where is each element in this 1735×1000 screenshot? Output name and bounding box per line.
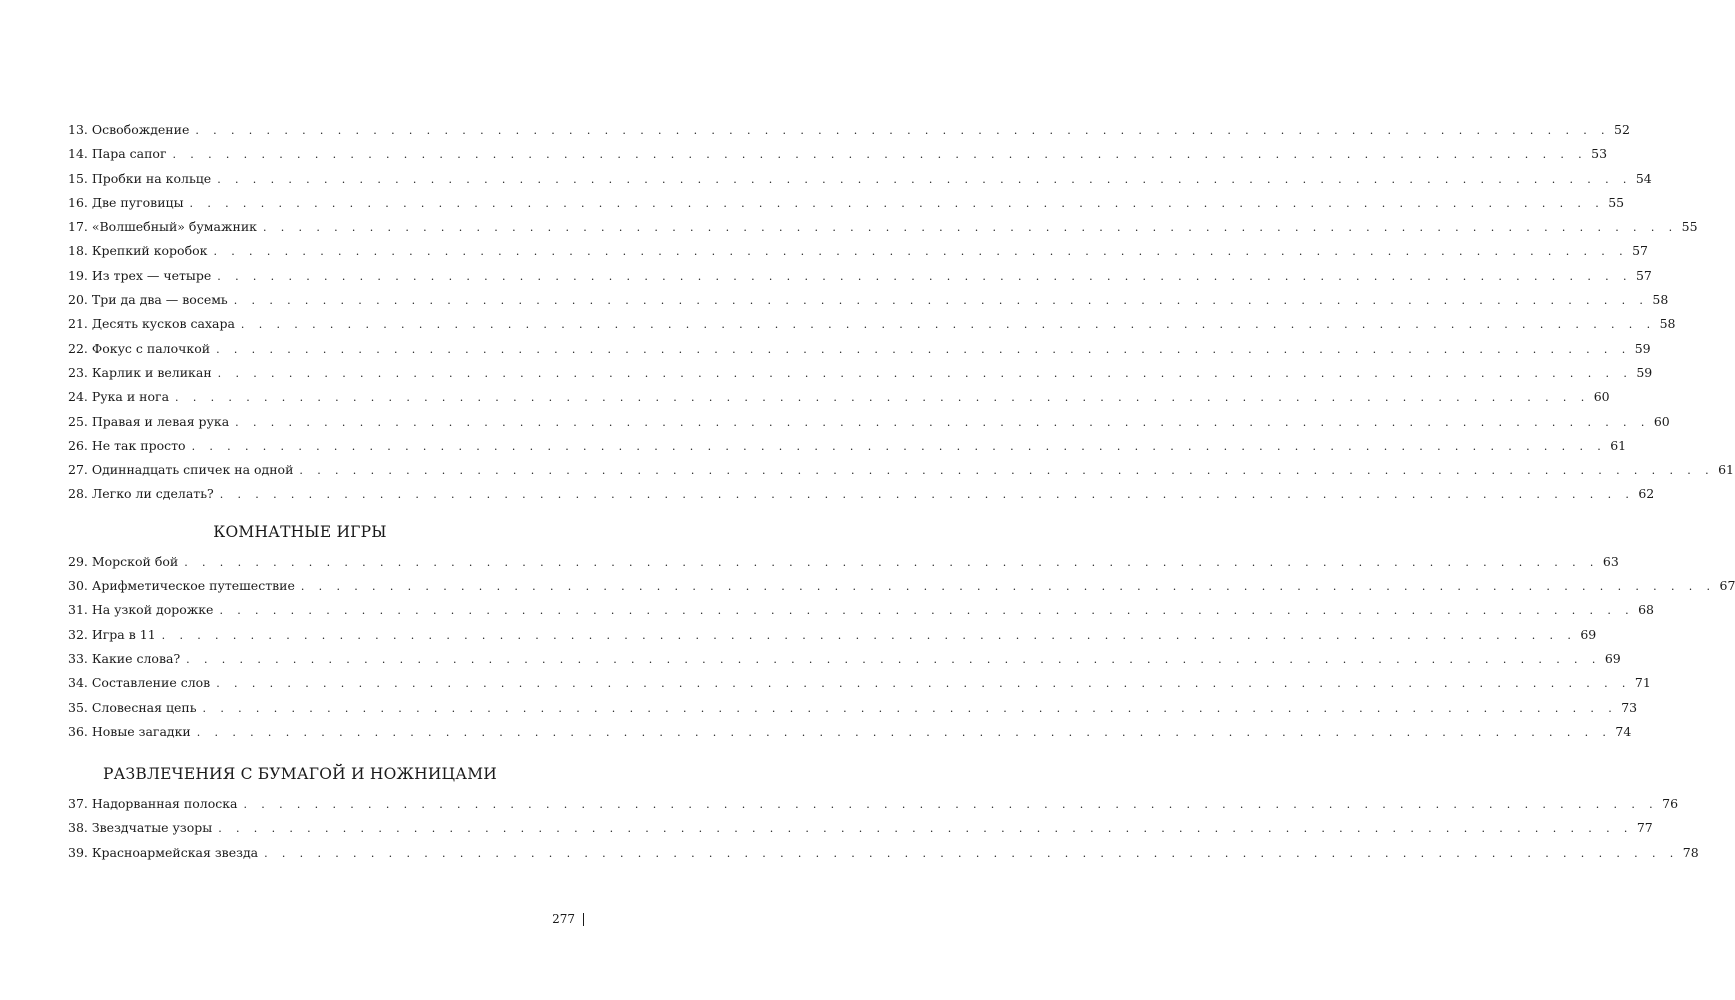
toc-entry-title: 24. Рука и нога xyxy=(68,389,170,405)
toc-entry-title: 20. Три да два — восемь xyxy=(68,292,228,308)
dot-leader: . . . . . . . . . . . . . . . . . . . . . . . . . . . . . . . . . . . . . . . . . . . . . . . . . . . . . . . . . . . . . . . . . . . . . . . . . . . . . . . . xyxy=(161,628,1577,642)
toc-entry xyxy=(68,458,1734,482)
toc-group-3 xyxy=(68,792,1699,865)
toc-entry-title: 32. Игра в 11 xyxy=(68,626,156,642)
toc-entry xyxy=(68,337,1651,361)
toc-entry xyxy=(68,841,1699,865)
toc-entry-page: 61 xyxy=(1718,462,1734,478)
dot-leader: . . . . . . . . . . . . . . . . . . . . . . . . . . . . . . . . . . . . . . . . . . . . . . . . . . . . . . . . . . . . . . . . . . . . . . . . . . . . . . . . xyxy=(191,439,1607,453)
toc-entry-title: 39. Красноармейская звезда xyxy=(68,844,259,860)
dot-leader: . . . . . . . . . . . . . . . . . . . . . . . . . . . . . . . . . . . . . . . . . . . . . . . . . . . . . . . . . . . . . . . . . . . . . . . . . . . . . . . . xyxy=(217,172,1632,186)
toc-entry-title: 13. Освобождение xyxy=(68,122,190,137)
toc-entry-title: 25. Правая и левая рука xyxy=(68,413,230,429)
dot-leader: . . . . . . . . . . . . . . . . . . . . . . . . . . . . . . . . . . . . . . . . . . . . . . . . . . . . . . . . . . . . . . . . . . . . . . . . . . . . . . . . xyxy=(216,342,1631,356)
toc-entry-page: 60 xyxy=(1653,413,1670,429)
toc-entry xyxy=(68,720,1632,744)
toc-entry-page: 58 xyxy=(1659,316,1676,332)
toc-entry xyxy=(68,191,1625,215)
footer-separator xyxy=(583,913,584,926)
toc-entry-page: 77 xyxy=(1636,820,1653,836)
toc-entry-page: 57 xyxy=(1635,267,1652,283)
dot-leader: . . . . . . . . . . . . . . . . . . . . . . . . . . . . . . . . . . . . . . . . . . . . . . . . . . . . . . . . . . . . . . . . . . . . . . . . . . . . . . . . xyxy=(202,701,1618,715)
dot-leader: . . . . . . . . . . . . . . . . . . . . . . . . . . . . . . . . . . . . . . . . . . . . . . . . . . . . . . . . . . . . . . . . . . . . . . . . . . . . . . . . xyxy=(262,221,1678,235)
toc-entry-title: 27. Одиннадцать спичек на одной xyxy=(68,462,294,478)
toc-entry xyxy=(68,239,1648,263)
toc-entry-title: 18. Крепкий коробок xyxy=(68,243,208,259)
toc-entry xyxy=(68,434,1627,458)
toc-entry-page: 69 xyxy=(1580,626,1597,642)
toc-entry xyxy=(68,696,1638,720)
toc-entry-page: 73 xyxy=(1621,699,1638,715)
toc-entry-page: 55 xyxy=(1608,194,1625,210)
dot-leader: . . . . . . . . . . . . . . . . . . . . . . . . . . . . . . . . . . . . . . . . . . . . . . . . . . . . . . . . . . . . . . . . . . . . . . . . . . . . . . . . xyxy=(299,464,1714,478)
page-footer xyxy=(552,912,584,926)
toc-entry-page: 62 xyxy=(1638,486,1655,502)
toc-entry xyxy=(68,671,1651,695)
toc-entry-page: 71 xyxy=(1634,675,1651,691)
dot-leader: . . . . . . . . . . . . . . . . . . . . . . . . . . . . . . . . . . . . . . . . . . . . . . . . . . . . . . . . . . . . . . . . . . . . . . . . . . . . . . . . xyxy=(217,269,1632,283)
toc-entry-page: 54 xyxy=(1635,170,1652,186)
dot-leader: . . . . . . . . . . . . . . . . . . . . . . . . . . . . . . . . . . . . . . . . . . . . . . . . . . . . . . . . . . . . . . . . . . . . . . . . . . . . . . . . xyxy=(216,677,1631,691)
toc-entry xyxy=(68,264,1652,288)
toc-entry xyxy=(68,118,1630,142)
toc-entry-page: 59 xyxy=(1636,364,1653,380)
dot-leader: . . . . . . . . . . . . . . . . . . . . . . . . . . . . . . . . . . . . . . . . . . . . . . . . . . . . . . . . . . . . . . . . . . . . . . . . . . . . . . . . xyxy=(184,555,1599,569)
toc-entry-page: 58 xyxy=(1652,292,1669,308)
dot-leader: . . . . . . . . . . . . . . . . . . . . . . . . . . . . . . . . . . . . . . . . . . . . . . . . . . . . . . . . . . . . . . . . . . . . . . . . . . . . . . . . xyxy=(172,148,1588,162)
toc-entry-title: 23. Карлик и великан xyxy=(68,364,212,380)
dot-leader: . . . . . . . . . . . . . . . . . . . . . . . . . . . . . . . . . . . . . . . . . . . . . . . . . . . . . . . . . . . . . . . . . . . . . . . . . . . . . . . . xyxy=(186,652,1601,666)
toc-entry-page: 60 xyxy=(1593,389,1610,405)
toc-entry-title: 33. Какие слова? xyxy=(68,650,181,666)
dot-leader: . . . . . . . . . . . . . . . . . . . . . . . . . . . . . . . . . . . . . . . . . . . . . . . . . . . . . . . . . . . . . . . . . . . . . . . . . . . . . . . . xyxy=(264,846,1679,860)
dot-leader: . . . . . . . . . . . . . . . . . . . . . . . . . . . . . . . . . . . . . . . . . . . . . . . . . . . . . . . . . . . . . . . . . . . . . . . . . . . . . . . . xyxy=(196,725,1612,739)
toc-entry xyxy=(68,623,1597,647)
toc-entry-title: 16. Две пуговицы xyxy=(68,194,184,210)
toc-entry xyxy=(68,410,1670,434)
toc-entry-page: 55 xyxy=(1681,219,1698,235)
toc-entry xyxy=(68,550,1619,574)
toc-group-2 xyxy=(68,550,1735,744)
toc-entry-page: 67 xyxy=(1719,578,1735,594)
toc-entry-title: 21. Десять кусков сахара xyxy=(68,316,235,332)
toc-entry xyxy=(68,816,1653,840)
toc-entry xyxy=(68,312,1676,336)
dot-leader: . . . . . . . . . . . . . . . . . . . . . . . . . . . . . . . . . . . . . . . . . . . . . . . . . . . . . . . . . . . . . . . . . . . . . . . . . . . . . . . . xyxy=(189,196,1605,210)
dot-leader: . . . . . . . . . . . . . . . . . . . . . . . . . . . . . . . . . . . . . . . . . . . . . . . . . . . . . . . . . . . . . . . . . . . . . . . . . . . . . . . . xyxy=(195,124,1610,137)
toc-entry-title: 34. Составление слов xyxy=(68,675,211,691)
toc-entry-title: 29. Морской бой xyxy=(68,553,179,569)
dot-leader: . . . . . . . . . . . . . . . . . . . . . . . . . . . . . . . . . . . . . . . . . . . . . . . . . . . . . . . . . . . . . . . . . . . . . . . . . . . . . . . . xyxy=(219,488,1635,502)
dot-leader: . . . . . . . . . . . . . . . . . . . . . . . . . . . . . . . . . . . . . . . . . . . . . . . . . . . . . . . . . . . . . . . . . . . . . . . . . . . . . . . . xyxy=(175,391,1590,405)
toc-entry-title: 19. Из трех — четыре xyxy=(68,267,212,283)
toc-entry-title: 22. Фокус с палочкой xyxy=(68,340,211,356)
toc-entry xyxy=(68,647,1621,671)
section-heading-room-games: КОМНАТНЫЕ ИГРЫ xyxy=(213,522,387,541)
toc-entry xyxy=(68,385,1610,409)
dot-leader: . . . . . . . . . . . . . . . . . . . . . . . . . . . . . . . . . . . . . . . . . . . . . . . . . . . . . . . . . . . . . . . . . . . . . . . . . . . . . . . . xyxy=(243,798,1659,812)
toc-group-1 xyxy=(68,118,1734,507)
toc-entry xyxy=(68,598,1655,622)
toc-entry xyxy=(68,167,1652,191)
toc-entry-title: 17. «Волшебный» бумажник xyxy=(68,219,257,235)
toc-entry-page: 68 xyxy=(1638,602,1655,618)
toc-entry-page: 69 xyxy=(1604,650,1621,666)
toc-entry xyxy=(68,142,1608,166)
toc-entry-page: 74 xyxy=(1615,723,1632,739)
section-heading-paper-scissors: РАЗВЛЕЧЕНИЯ С БУМАГОЙ И НОЖНИЦАМИ xyxy=(102,765,497,784)
toc-entry-title: 35. Словесная цепь xyxy=(68,699,197,715)
toc-entry-page: 63 xyxy=(1602,553,1619,569)
dot-leader: . . . . . . . . . . . . . . . . . . . . . . . . . . . . . . . . . . . . . . . . . . . . . . . . . . . . . . . . . . . . . . . . . . . . . . . . . . . . . . . . xyxy=(235,415,1650,429)
toc-entry xyxy=(68,361,1653,385)
toc-entry xyxy=(68,215,1698,239)
toc-entry xyxy=(68,574,1735,598)
dot-leader: . . . . . . . . . . . . . . . . . . . . . . . . . . . . . . . . . . . . . . . . . . . . . . . . . . . . . . . . . . . . . . . . . . . . . . . . . . . . . . . . xyxy=(218,822,1633,836)
toc-entry-title: 26. Не так просто xyxy=(68,437,186,453)
toc-entry-page: 78 xyxy=(1682,844,1699,860)
dot-leader: . . . . . . . . . . . . . . . . . . . . . . . . . . . . . . . . . . . . . . . . . . . . . . . . . . . . . . . . . . . . . . . . . . . . . . . . . . . . . . . . xyxy=(300,580,1716,594)
toc-entry-page: 53 xyxy=(1591,146,1608,162)
page-number: 277 xyxy=(552,912,575,926)
dot-leader: . . . . . . . . . . . . . . . . . . . . . . . . . . . . . . . . . . . . . . . . . . . . . . . . . . . . . . . . . . . . . . . . . . . . . . . . . . . . . . . . xyxy=(213,245,1628,259)
dot-leader: . . . . . . . . . . . . . . . . . . . . . . . . . . . . . . . . . . . . . . . . . . . . . . . . . . . . . . . . . . . . . . . . . . . . . . . . . . . . . . . . xyxy=(217,366,1633,380)
toc-entry xyxy=(68,482,1655,506)
toc-entry-page: 59 xyxy=(1634,340,1651,356)
table-of-contents xyxy=(68,118,1735,865)
toc-entry-title: 30. Арифметическое путешествие xyxy=(68,578,295,594)
toc-entry xyxy=(68,792,1679,816)
toc-entry-title: 38. Звездчатые узоры xyxy=(68,820,213,836)
toc-entry-title: 31. На узкой дорожке xyxy=(68,602,214,618)
toc-entry-title: 28. Легко ли сделать? xyxy=(68,486,214,502)
dot-leader: . . . . . . . . . . . . . . . . . . . . . . . . . . . . . . . . . . . . . . . . . . . . . . . . . . . . . . . . . . . . . . . . . . . . . . . . . . . . . . . . xyxy=(233,294,1649,308)
dot-leader: . . . . . . . . . . . . . . . . . . . . . . . . . . . . . . . . . . . . . . . . . . . . . . . . . . . . . . . . . . . . . . . . . . . . . . . . . . . . . . . . xyxy=(240,318,1656,332)
toc-entry-page: 57 xyxy=(1632,243,1648,259)
toc-entry-title: 37. Надорванная полоска xyxy=(68,796,238,812)
toc-entry-title: 36. Новые загадки xyxy=(68,723,191,739)
toc-entry xyxy=(68,288,1669,312)
toc-entry-page: 76 xyxy=(1662,796,1679,812)
toc-entry-page: 52 xyxy=(1614,122,1630,137)
toc-entry-title: 14. Пара сапог xyxy=(68,146,167,162)
toc-entry-title: 15. Пробки на кольце xyxy=(68,170,212,186)
toc-entry-page: 61 xyxy=(1610,437,1627,453)
dot-leader: . . . . . . . . . . . . . . . . . . . . . . . . . . . . . . . . . . . . . . . . . . . . . . . . . . . . . . . . . . . . . . . . . . . . . . . . . . . . . . . . xyxy=(219,604,1635,618)
